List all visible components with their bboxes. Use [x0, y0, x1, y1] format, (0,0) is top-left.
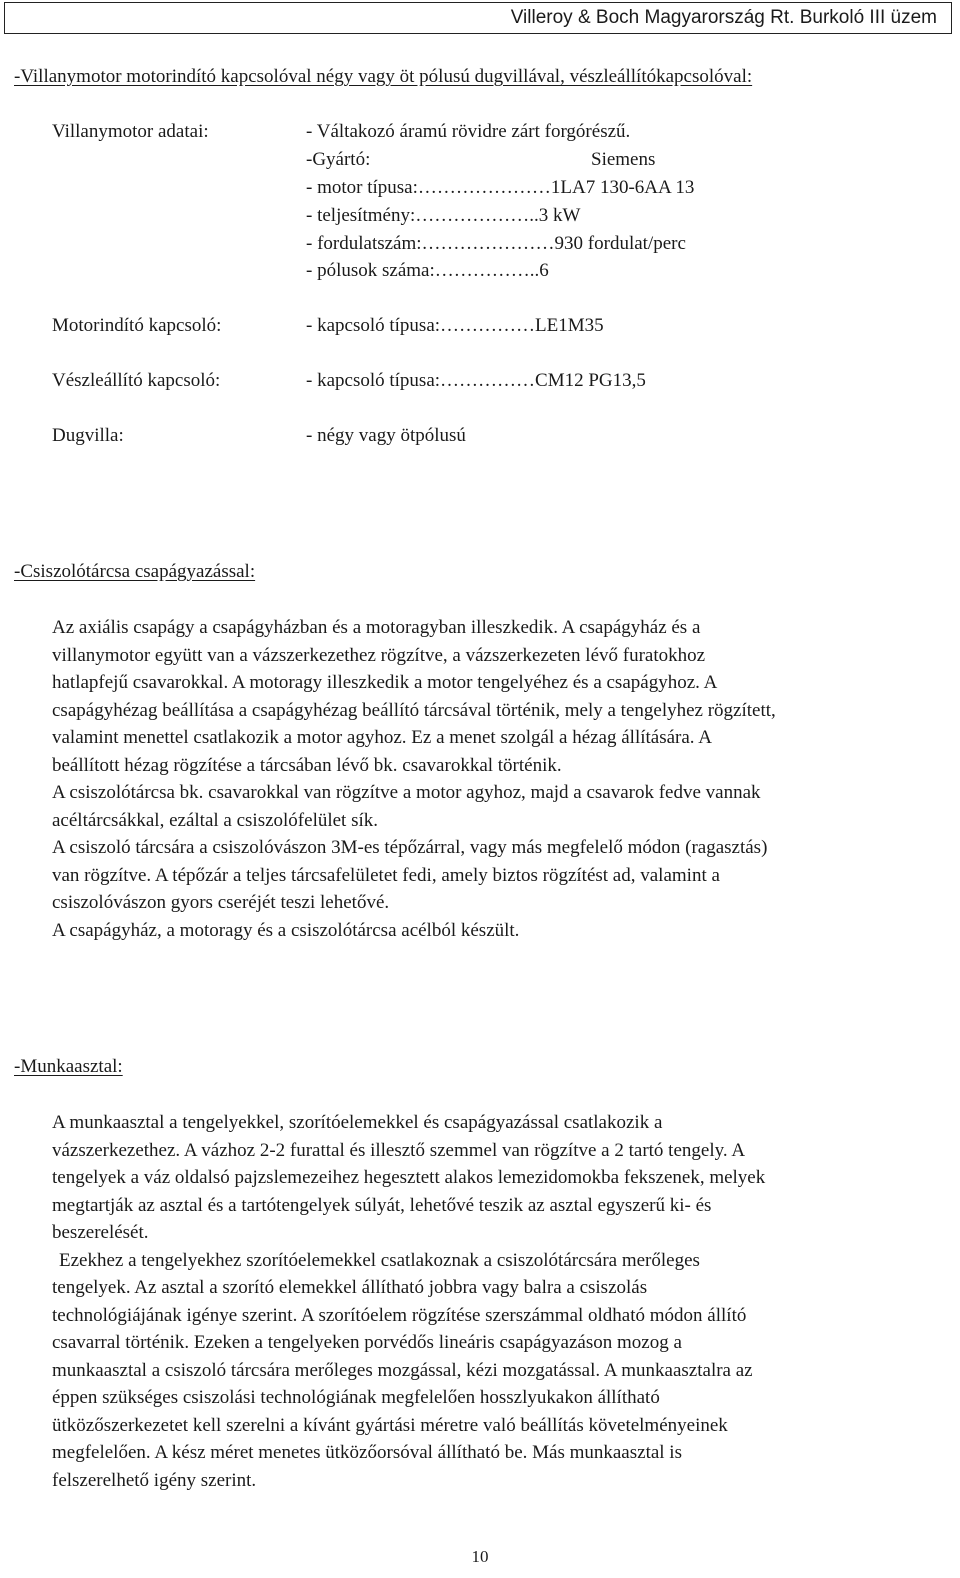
text-line: beszerelését. [52, 1222, 149, 1243]
text-line: villanymotor együtt van a vázszerkezethez rögzítve, a vázszerkezeten lévő furatokhoz [52, 644, 706, 666]
text-line: beállított hézag rögzítése a tárcsában lévő bk. csavarokkal történik. [52, 754, 562, 776]
motor-line: - pólusok száma:……………..6 [306, 260, 549, 281]
emergency-stop-value: - kapcsoló típusa:……………CM12 PG13,5 [306, 370, 646, 391]
text-line: felszerelhető igény szerint. [52, 1469, 257, 1491]
text-line: A csiszolótárcsa bk. csavarokkal van rögzítve a motor agyhoz, majd a csavarok fedve vannak [52, 782, 761, 803]
motor-line: -Gyártó: Siemens [306, 149, 656, 170]
header-title: Villeroy & Boch Magyarország Rt. Burkoló III üzem [510, 7, 937, 28]
text-line: megfelelően. A kész méret menetes ütközőorsóval állítható be. Más munkaasztal is [52, 1442, 682, 1463]
starter-switch-value: - kapcsoló típusa:……………LE1M35 [306, 315, 604, 336]
text-line: éppen szükséges csiszolási technológiának megfelelően hosszlyukakon állítható [52, 1387, 660, 1408]
text-line: tengelyek. Az asztal a szorító elemekkel állítható jobbra vagy balra a csiszolás [52, 1277, 648, 1298]
plug-value: - négy vagy ötpólusú [306, 425, 466, 446]
text-line: hatlapfejű csavarokkal. A motoragy illeszkedik a motor tengelyéhez és a csapágyhoz. A [52, 672, 718, 693]
text-line: vázszerkezethez. A vázhoz 2-2 furattal és illesztő szemmel van rögzítve a 2 tartó tengely. A [52, 1139, 746, 1161]
motor-line: - fordulatszám:…………………930 fordulat/perc [306, 233, 686, 254]
worktable-paragraph [52, 1109, 932, 1494]
section-heading-worktable: -Munkaasztal: [14, 1056, 123, 1077]
text-line: csiszolóvászon gyors cseréjét teszi lehetővé. [52, 892, 390, 913]
text-line: A csapágyház, a motoragy és a csiszolótárcsa acélból készült. [52, 919, 520, 941]
text-line: technológiájának igénye szerint. A szorítóelem rögzítése szerszámmal oldható módon állító [52, 1304, 747, 1326]
text-line: munkaasztal a csiszoló tárcsára merőleges mozgással, kézi mozgatással. A munkaasztalra az [52, 1359, 753, 1381]
plug-label: Dugvilla: [52, 425, 124, 446]
text-line: valamint menettel csatlakozik a motor agyhoz. Ez a menet szolgál a hézag állítására. A [52, 727, 712, 748]
text-line: csavarral történik. Ezeken a tengelyeken porvédős lineáris csapágyazáson mozog a [52, 1332, 682, 1353]
text-line: A munkaasztal a tengelyekkel, szorítóelemekkel és csapágyazással csatlakozik a [52, 1112, 663, 1133]
page-number: 10 [471, 1547, 489, 1566]
emergency-stop-label: Vészleállító kapcsoló: [52, 370, 221, 391]
motor-line: - teljesítmény:………………..3 kW [306, 205, 581, 226]
starter-switch-label: Motorindító kapcsoló: [52, 315, 222, 336]
text-line: van rögzítve. A tépőzár a teljes tárcsafelületet fedi, amely biztos rögzítést ad, valamint a [52, 864, 720, 886]
text-line: csapágyhézag beállítása a csapágyhézag beállító tárcsával történik, mely a tengelyhez rögzített, [52, 699, 776, 721]
disc-paragraph [52, 614, 932, 944]
section-heading-disc: -Csiszolótárcsa csapágyazással: [14, 561, 256, 582]
text-line: Ezekhez a tengelyekhez szorítóelemekkel csatlakoznak a csiszolótárcsára merőleges [59, 1249, 700, 1271]
motor-line: - motor típusa:…………………1LA7 130-6AA 13 [306, 177, 695, 198]
motor-line: - Váltakozó áramú rövidre zárt forgórészű. [306, 121, 631, 142]
text-line: Az axiális csapágy a csapágyházban és a motoragyban illeszkedik. A csapágyház és a [52, 617, 701, 638]
text-line: acéltárcsákkal, ezáltal a csiszolófelület sík. [52, 809, 379, 831]
text-line: A csiszoló tárcsára a csiszolóvászon 3M-es tépőzárral, vagy más megfelelő módon (ragasztás) [52, 837, 768, 858]
motor-data-label: Villanymotor adatai: [52, 121, 209, 142]
section-heading-motor: -Villanymotor motorindító kapcsolóval négy vagy öt pólusú dugvillával, vészleállítókapcsolóval: [14, 66, 753, 87]
text-line: tengelyek a váz oldalsó pajzslemezeihez hegesztett alakos lemezidomokba fekszenek, melyek [52, 1167, 766, 1188]
text-line: ütközőszerkezetet kell szerelni a kívánt gyártási méretre való beállítás követelményeinek [52, 1414, 728, 1436]
text-line: megtartják az asztal és a tartótengelyek súlyát, lehetővé teszik az asztal egyszerű ki- és [52, 1194, 712, 1216]
page-header [4, 2, 952, 34]
